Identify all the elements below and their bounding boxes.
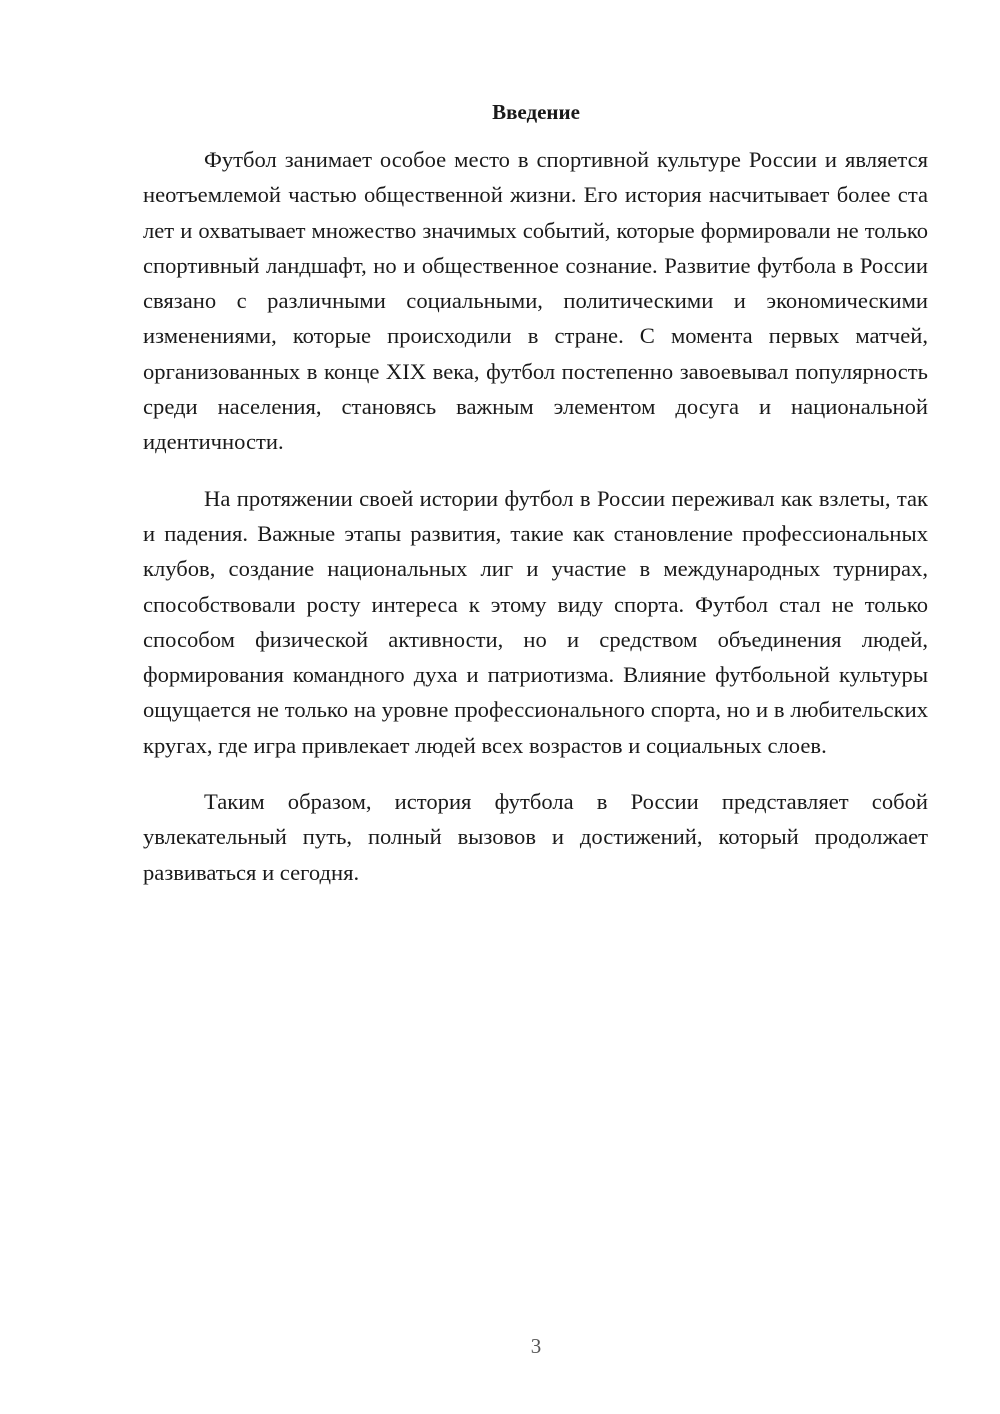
paragraph-3: Таким образом, история футбола в России представляет собой увлекательный путь, полный вызовов и достижений, который продолжает развиваться и сегодня. [143, 789, 928, 885]
body-text [143, 142, 928, 911]
paragraph-2: На протяжении своей истории футбол в России переживал как взлеты, так и падения. Важные этапы развития, такие как становление профессиональных клубов, создание национальных лиг и участие в международных турнирах, способствовали росту интереса к этому виду спорта. Футбол стал не только способом физической активности, но и средством объединения людей, формирования командного духа и патриотизма. Влияние футбольной культуры ощущается не только на уровне профессионального спорта, но и в любительских кругах, где игра привлекает людей всех возрастов и социальных слоев. [143, 485, 928, 758]
page-title: Введение [492, 100, 580, 124]
paragraph-1: Футбол занимает особое место в спортивной культуре России и является неотъемлемой частью общественной жизни. Его история насчитывает более ста лет и охватывает множество значимых событий, которые формировали не только спортивный ландшафт, но и общественное сознание. Развитие футбола в России связано с различными социальными, политическими и экономическими изменениями, которые происходили в стране. С момента первых матчей, организованных в конце XIX века, футбол постепенно завоевывал популярность среди населения, становясь важным элементом досуга и национальной идентичности. [143, 147, 928, 455]
page-number: 3 [530, 1334, 542, 1358]
